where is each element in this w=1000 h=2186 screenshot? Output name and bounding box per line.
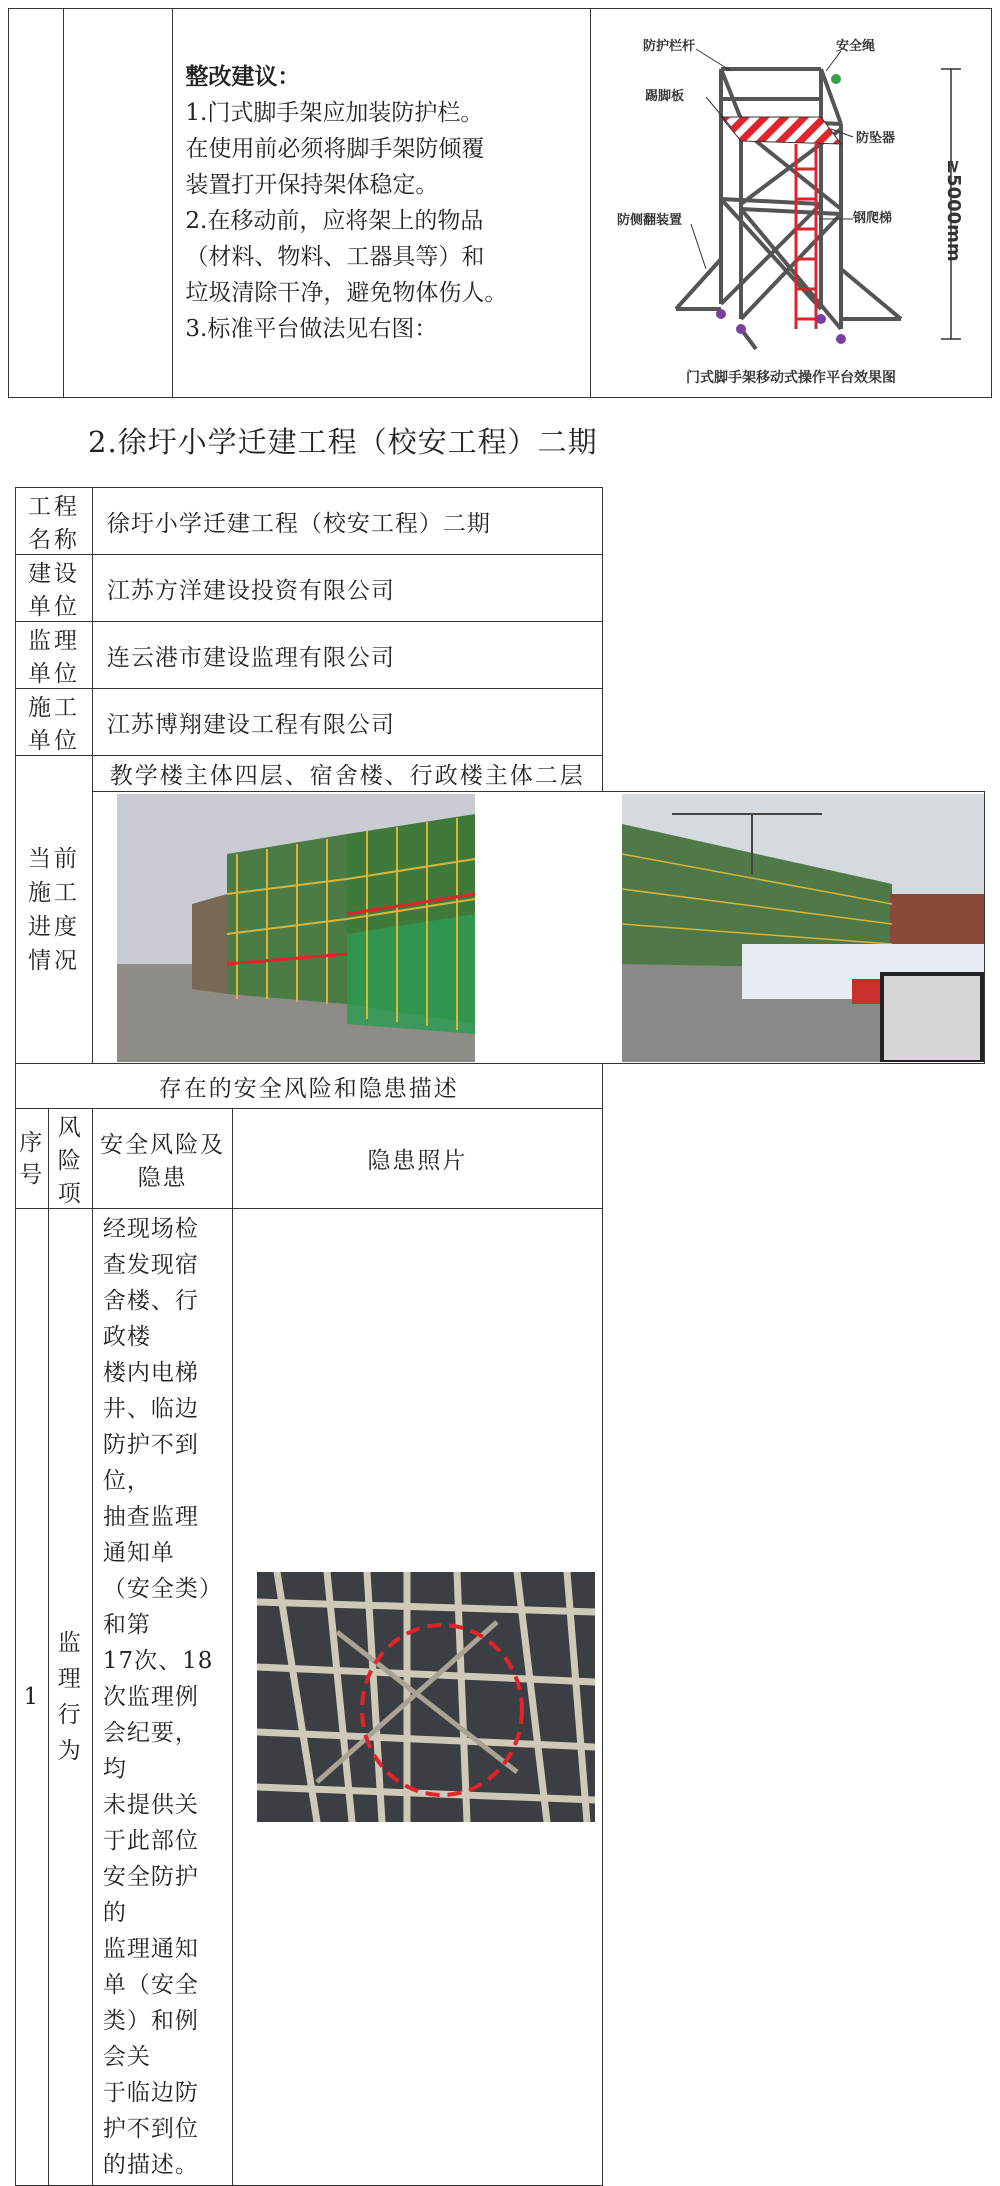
header-no	[16, 1109, 49, 1209]
label-ladder: 钢爬梯	[853, 211, 893, 226]
progress-caption: 教学楼主体四层、宿舍楼、行政楼主体二层	[92, 756, 602, 792]
row-item-line: 监理	[57, 1630, 83, 1692]
advice-line: （材料、物料、工器具等）和	[185, 244, 485, 270]
info-value: 江苏博翔建设工程有限公司	[92, 689, 602, 756]
section-title: 2.徐圩小学迁建工程（校安工程）二期	[88, 425, 598, 459]
advice-line: 3.标准平台做法见右图：	[185, 316, 438, 342]
desc-line: 经现场检查发现宿舍楼、行政楼	[102, 1216, 199, 1350]
info-value: 江苏方洋建设投资有限公司	[92, 555, 602, 622]
project-table	[15, 487, 985, 2186]
desc-line: 于临边防护不到位的描述。	[102, 2080, 199, 2178]
info-label: 施工单位	[16, 689, 93, 756]
progress-photo-cell	[602, 792, 985, 1064]
progress-label-line: 进度情况	[27, 913, 80, 974]
header-no-line: 号	[19, 1161, 45, 1188]
desc-line: 楼内电梯井、临边防护不到位，	[102, 1360, 199, 1494]
label-height: ≥5000mm	[943, 159, 964, 262]
progress-label-line: 当前施工	[27, 845, 80, 906]
label-fall-arrester: 防坠器	[856, 131, 896, 146]
info-row	[16, 622, 985, 689]
advice-line: 垃圾清除干净，避免物体伤人。	[185, 280, 508, 306]
info-label: 建设单位	[16, 555, 93, 622]
header-desc: 安全风险及隐患	[92, 1109, 232, 1209]
blank-cell-2	[64, 9, 173, 398]
rectification-table	[8, 8, 992, 398]
risk-section-header: 存在的安全风险和隐患描述	[16, 1064, 603, 1109]
desc-line: 监理通知单（安全类）和例会关	[102, 1936, 199, 2070]
desc-line: 17次、18次监理例会纪要，均	[102, 1648, 214, 1782]
header-photo: 隐患照片	[233, 1109, 602, 1209]
table-row	[16, 1209, 985, 2186]
header-item: 风险项	[48, 1109, 92, 1209]
header-no-line: 序	[19, 1129, 45, 1156]
info-row	[16, 555, 985, 622]
label-guardrail: 防护栏杆	[643, 39, 696, 54]
diagram-cell	[591, 9, 992, 398]
desc-line: 未提供关于此部位安全防护的	[102, 1792, 199, 1926]
row-photo-cell	[233, 1209, 602, 2186]
hazard-photo	[257, 1572, 595, 1822]
advice-line: 在使用前必须将脚手架防倾覆	[185, 136, 485, 162]
row-desc	[92, 1209, 232, 2186]
diagram-caption: 门式脚手架移动式操作平台效果图	[686, 370, 896, 386]
row-no: 1	[16, 1209, 49, 2186]
label-toe-board: 踢脚板	[645, 89, 685, 104]
advice-cell	[173, 9, 591, 398]
info-label: 工程名称	[16, 488, 93, 555]
label-anti-tip: 防侧翻装置	[617, 213, 683, 228]
building-photo-right	[622, 794, 984, 1062]
info-value: 连云港市建设监理有限公司	[92, 622, 602, 689]
row-item	[48, 1209, 92, 2186]
info-value: 徐圩小学迁建工程（校安工程）二期	[92, 488, 602, 555]
info-label: 监理单位	[16, 622, 93, 689]
info-row	[16, 689, 985, 756]
info-row	[16, 488, 985, 555]
advice-heading: 整改建议：	[185, 63, 301, 90]
blank-cell-1	[9, 9, 64, 398]
progress-label	[16, 756, 93, 1064]
advice-line: 2.在移动前，应将架上的物品	[185, 208, 484, 234]
advice-line: 装置打开保持架体稳定。	[185, 172, 439, 198]
progress-photos	[92, 792, 602, 1064]
scaffold-drawing	[591, 9, 991, 397]
building-photo-left	[117, 794, 475, 1062]
label-safety-rope: 安全绳	[836, 39, 876, 54]
desc-line: 抽查监理通知单（安全类）和第	[102, 1504, 212, 1638]
scaffold-diagram	[591, 9, 991, 397]
row-item-line: 行为	[57, 1702, 83, 1764]
advice-line: 1.门式脚手架应加装防护栏。	[185, 100, 484, 126]
